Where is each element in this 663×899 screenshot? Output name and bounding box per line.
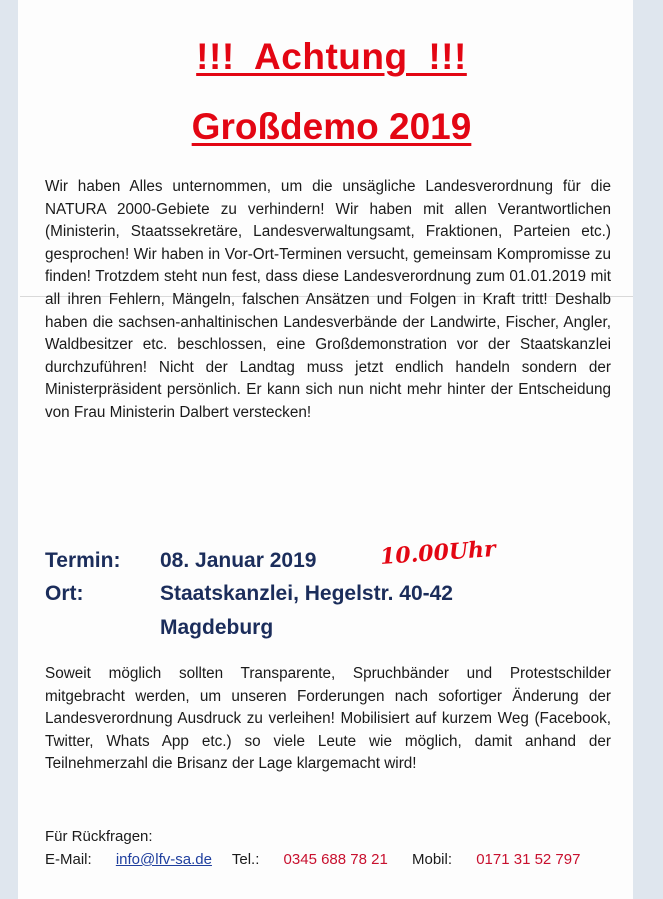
- date-label: Termin:: [45, 549, 121, 572]
- contact-heading: Für Rückfragen:: [45, 828, 153, 845]
- headline-grossdemo: Großdemo 2019: [191, 106, 472, 147]
- tel-label: Tel.:: [231, 851, 260, 868]
- tel-number: 0345 688 78 21: [283, 851, 388, 868]
- headline-achtung: !!! Achtung !!!: [196, 36, 467, 77]
- intro-paragraph: Wir haben Alles unternommen, um die unsägliche Landesverordnung für die NATURA 2000-Gebiete zu verhindern! Wir haben mit allen Verantwortlichen (Ministerin, Staatssekretäre, Landesverwaltungsamt, Fraktionen, Parteien etc.) gesprochen! Wir haben in Vor-Ort-Terminen versucht, gemeinsam Kompromisse zu finden! Trotzdem steht nun fest, dass diese Landesverordnung zum 01.01.2019 mit all ihren Fehlern, Mängeln, falschen Ansätzen und Folgen in Kraft tritt! Deshalb haben die sachsen-anhaltinischen Landesverbände der Landwirte, Fischer, Angler, Waldbesitzer etc. beschlossen, eine Großdemonstration vor der Staatskanzlei durchzuführen! Nicht der Landtag muss jetzt endlich handeln sondern der Ministerpräsident persönlich. Er kann sich nun nicht mehr hinter der Entscheidung von Frau Ministerin Dalbert verstecken!: [45, 178, 611, 421]
- date-value: 08. Januar 2019: [160, 549, 317, 572]
- email-label: E-Mail:: [45, 851, 92, 868]
- mobile-label: Mobil:: [412, 851, 453, 868]
- email-link[interactable]: info@lfv-sa.de: [115, 851, 212, 868]
- handwritten-time-note: 10.00Uhr: [379, 535, 497, 571]
- place-city: Magdeburg: [160, 616, 274, 639]
- contact-line: [45, 851, 584, 868]
- place-address: Staatskanzlei, Hegelstr. 40-42: [160, 582, 453, 605]
- call-to-action-paragraph: Soweit möglich sollten Transparente, Spruchbänder und Protestschilder mitgebracht werden, um unseren Forderungen nach sofortiger Änderung der Landesverordnung Ausdruck zu verleihen! Mobilisiert auf kurzem Weg (Facebook, Twitter, Whats App etc.) so viele Leute wie möglich, damit anhand der Teilnehmerzahl die Brisanz der Lage klargemacht wird!: [45, 665, 611, 773]
- mobile-number: 0171 31 52 797: [476, 851, 581, 868]
- place-label: Ort:: [45, 582, 84, 605]
